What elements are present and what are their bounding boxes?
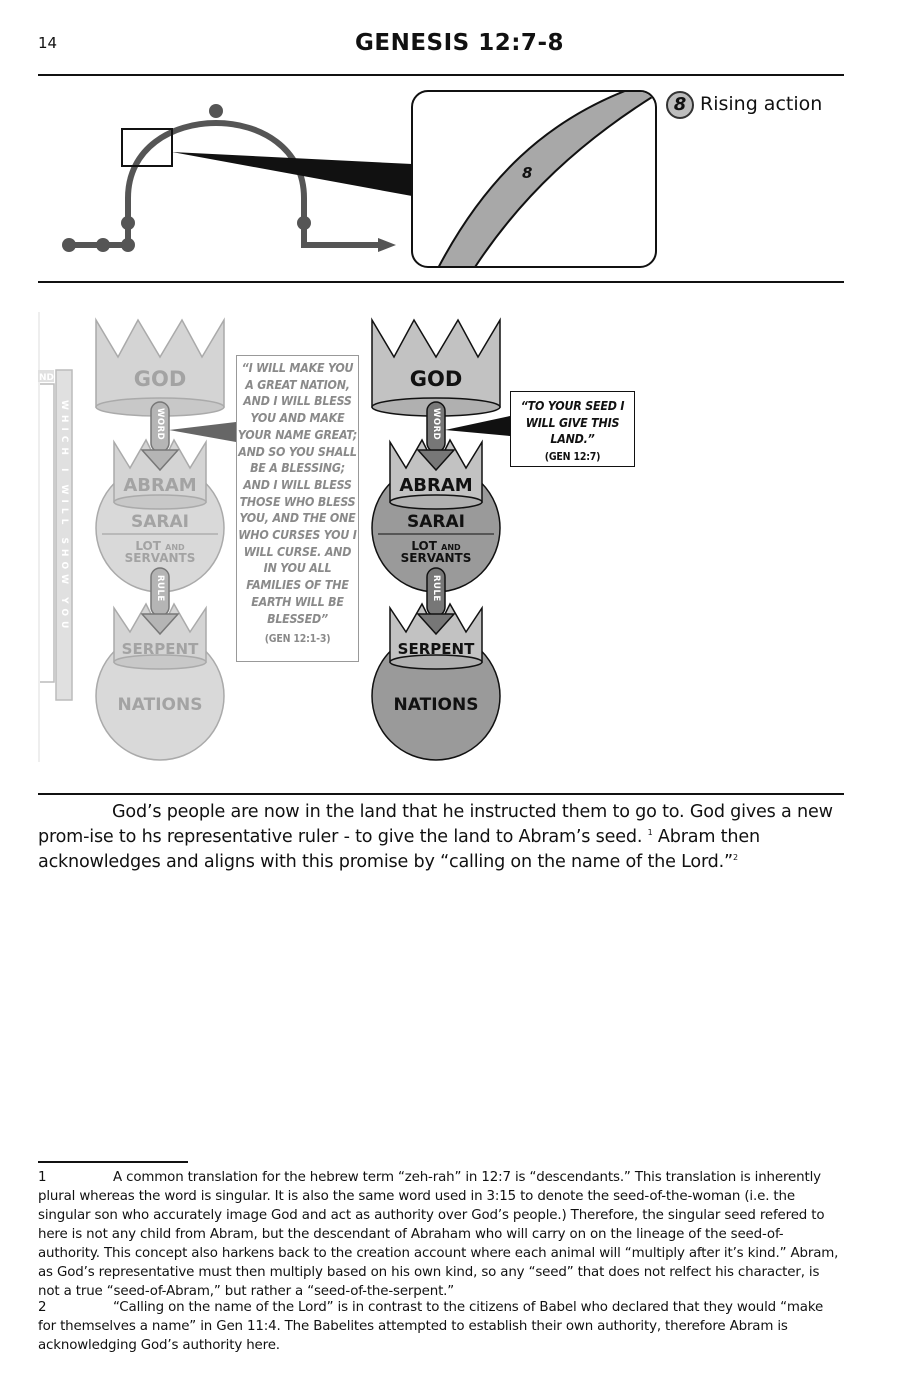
word-label: WORD <box>155 408 165 441</box>
blessing-quote-box <box>236 355 359 662</box>
page-title: GENESIS 12:7-8 <box>354 30 564 56</box>
footnote-ref-2[interactable]: 2 <box>732 853 738 863</box>
land-promise-quote-text: “TO YOUR SEED I WILL GIVE THIS LAND.” <box>520 399 625 446</box>
page-number: 14 <box>38 34 58 52</box>
segment-number-badge: 8 <box>666 91 694 119</box>
plot-arc-diagram <box>38 78 658 274</box>
footnote-2: 2 “Calling on the name of the Lord” is in contrast to the citizens of Babel who declared that they would “make for themselves a name” in Gen 11:4. The Babelites attempted to establish their own authority, therefore Abram is acknowledging God’s authority here. <box>38 1300 824 1353</box>
god-label-active: GOD <box>409 367 463 391</box>
blessing-quote-text: “I WILL MAKE YOU A GREAT NATION, AND I WILL BLESS YOU AND MAKE YOUR NAME GREAT; AND SO YOU SHALL BE A BLESSING; AND I WILL BLESS THOSE WHO BLESS YOU, AND THE ONE WHO CURSES YOU I WILL CURSE. AND IN YOU ALL FAMILIES OF THE EARTH WILL BE BLESSED” <box>237 361 358 626</box>
rule-label-active: RULE <box>431 575 441 602</box>
left-quote-wedge <box>169 422 236 442</box>
land-promise-quote-box <box>510 391 635 467</box>
nations-label-active: NATIONS <box>393 695 479 715</box>
segment-label: Rising action <box>700 93 823 115</box>
lot-servants-label-active: LOT AND <box>411 539 461 553</box>
blessing-quote-citation: (GEN 12:1-3) <box>264 633 331 646</box>
footnote-1: 1 A common translation for the hebrew term “zeh-rah” in 12:7 is “descendants.” This translation is inherently plural whereas the word is singular. It is also the same word used in 3:15 to denote the seed-of-the-woman (i.e. the singular son who accurately image God and act as authority over God’s people.) Therefore, the singular seed refered to here is not any child from Abram, but the descendant of Abraham who will carry on on the lineage of the seed-of-authority. This concept also harkens back to the creation account where each animal will “multiply after it’s kind.” Abram, as God’s representative must then multiply based on his own kind, so any “seed” that does not relfect his character, is not a true “seed-of-Abram,” but rather a “seed-of-the-serpent.” <box>38 1170 839 1299</box>
god-label: GOD <box>133 367 187 391</box>
right-authority-column <box>372 320 510 760</box>
header-divider <box>38 74 844 76</box>
arc-arrowhead <box>378 238 396 252</box>
sarai-label: SARAI <box>131 512 189 532</box>
sarai-label-active: SARAI <box>407 512 465 532</box>
section-divider-top <box>38 281 844 283</box>
previous-diagram-fragment <box>38 312 72 762</box>
abram-label-active: ABRAM <box>399 475 473 496</box>
inset-segment-number: 8 <box>522 164 533 182</box>
story-arc-line <box>68 123 378 245</box>
zoom-inset <box>412 86 658 274</box>
serpent-label: SERPENT <box>121 640 199 658</box>
footnote-divider <box>38 1161 188 1163</box>
zoom-callout-wedge <box>172 152 412 196</box>
section-divider-bottom <box>38 793 844 795</box>
nations-label: NATIONS <box>117 695 203 715</box>
lot-servants-label: LOT AND <box>135 539 185 553</box>
servants-label-active: SERVANTS <box>400 551 472 565</box>
land-promise-quote-citation: (GEN 12:7) <box>544 450 601 463</box>
right-quote-wedge <box>445 416 510 436</box>
left-authority-column <box>96 320 236 760</box>
fragment-corner-text: ND <box>39 373 55 383</box>
abram-label: ABRAM <box>123 475 197 496</box>
word-label-active: WORD <box>431 408 441 441</box>
rule-label: RULE <box>155 575 165 602</box>
fragment-vertical-text: WHICH I WILL SHOW YOU <box>59 400 69 634</box>
body-paragraph: God’s people are now in the land that he instructed them to go to. God gives a new prom-ise to hs representative ruler - to give the land to Abram’s seed. $^1$ Abram then acknowledges and aligns with this promise by “calling on the name of the Lord.”$^2$ <box>38 802 833 872</box>
serpent-label-active: SERPENT <box>397 640 475 658</box>
servants-label: SERVANTS <box>124 551 196 565</box>
footnote-ref-1[interactable]: 1 <box>647 828 653 838</box>
